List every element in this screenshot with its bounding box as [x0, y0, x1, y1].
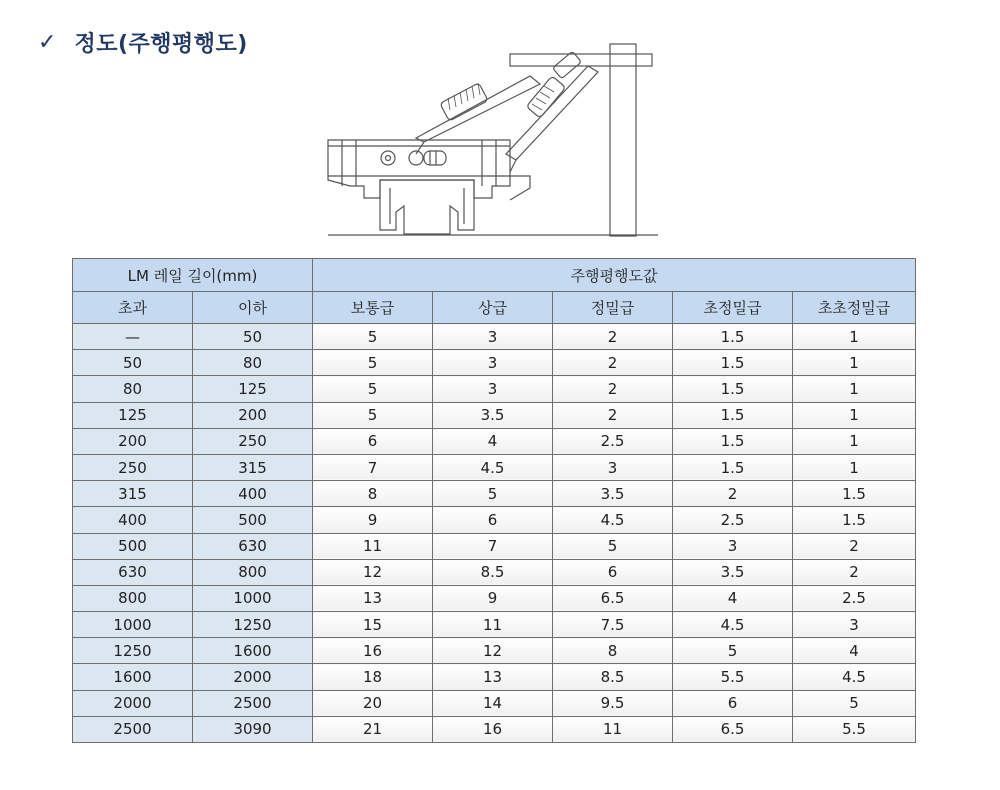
parallelism-value-cell: 4 — [433, 428, 553, 454]
parallelism-value-cell: 2.5 — [673, 507, 793, 533]
parallelism-value-cell: 8 — [553, 638, 673, 664]
parallelism-value-cell: 5 — [433, 481, 553, 507]
parallelism-value-cell: 5 — [313, 324, 433, 350]
rail-length-cell: 3090 — [193, 716, 313, 742]
table-row — [73, 454, 916, 480]
parallelism-value-cell: 12 — [313, 559, 433, 585]
parallelism-value-cell: 2 — [793, 533, 916, 559]
parallelism-value-cell: 5 — [673, 638, 793, 664]
parallelism-value-cell: 1.5 — [793, 481, 916, 507]
rail-length-cell: 1600 — [73, 664, 193, 690]
parallelism-value-cell: 12 — [433, 638, 553, 664]
parallelism-value-cell: 6 — [673, 690, 793, 716]
parallelism-value-cell: 4.5 — [793, 664, 916, 690]
parallelism-value-cell: 13 — [313, 585, 433, 611]
rail-length-cell: 125 — [73, 402, 193, 428]
rail-length-cell: 250 — [73, 454, 193, 480]
parallelism-value-cell: 9 — [313, 507, 433, 533]
rail-length-cell: 2000 — [193, 664, 313, 690]
parallelism-value-header: 주행평행도값 — [313, 259, 916, 292]
parallelism-value-cell: 5 — [793, 690, 916, 716]
rail-length-cell: 400 — [73, 507, 193, 533]
rail-length-cell: 80 — [193, 350, 313, 376]
parallelism-value-cell: 13 — [433, 664, 553, 690]
parallelism-value-cell: 5 — [313, 402, 433, 428]
table-row — [73, 402, 916, 428]
running-parallelism-table — [72, 258, 916, 743]
parallelism-value-cell: 4 — [793, 638, 916, 664]
parallelism-value-cell: 5 — [313, 350, 433, 376]
rail-length-cell: 800 — [73, 585, 193, 611]
parallelism-value-cell: 4 — [673, 585, 793, 611]
parallelism-value-cell: 1 — [793, 324, 916, 350]
parallelism-value-cell: 5.5 — [793, 716, 916, 742]
section-heading — [38, 26, 248, 58]
rail-length-cell: 1250 — [73, 638, 193, 664]
parallelism-value-cell: 1.5 — [673, 324, 793, 350]
table-row — [73, 638, 916, 664]
parallelism-value-cell: 2.5 — [793, 585, 916, 611]
parallelism-value-cell: 3 — [793, 612, 916, 638]
table-row — [73, 376, 916, 402]
rail-length-cell: 630 — [193, 533, 313, 559]
parallelism-value-cell: 4.5 — [433, 454, 553, 480]
parallelism-value-cell: 3.5 — [673, 559, 793, 585]
parallelism-value-cell: 9 — [433, 585, 553, 611]
parallelism-value-cell: 2 — [553, 376, 673, 402]
parallelism-value-cell: 15 — [313, 612, 433, 638]
parallelism-value-cell: 1.5 — [673, 376, 793, 402]
parallelism-value-cell: 11 — [553, 716, 673, 742]
parallelism-value-cell: 4.5 — [553, 507, 673, 533]
parallelism-value-cell: 21 — [313, 716, 433, 742]
parallelism-value-cell: 8.5 — [433, 559, 553, 585]
parallelism-value-cell: 6 — [553, 559, 673, 585]
parallelism-value-cell: 2 — [793, 559, 916, 585]
rail-length-cell: 500 — [73, 533, 193, 559]
page-title: 정도(주행평행도) — [74, 31, 248, 57]
parallelism-value-cell: 1 — [793, 402, 916, 428]
dial-gauge-measurement-diagram-icon — [320, 38, 660, 243]
parallelism-value-cell: 3 — [433, 350, 553, 376]
rail-length-cell: 50 — [73, 350, 193, 376]
parallelism-value-cell: 2 — [553, 350, 673, 376]
parallelism-value-cell: 20 — [313, 690, 433, 716]
table-sub-header-row — [73, 292, 916, 324]
rail-length-cell: 800 — [193, 559, 313, 585]
table-row — [73, 585, 916, 611]
parallelism-value-cell: 1.5 — [673, 428, 793, 454]
rail-length-cell: 1250 — [193, 612, 313, 638]
table-row — [73, 690, 916, 716]
parallelism-value-cell: 1 — [793, 454, 916, 480]
parallelism-value-cell: 3.5 — [553, 481, 673, 507]
rail-length-cell: 250 — [193, 428, 313, 454]
column-header: 이하 — [193, 292, 313, 324]
parallelism-value-cell: 3 — [433, 324, 553, 350]
rail-length-cell: 315 — [193, 454, 313, 480]
parallelism-value-cell: 6 — [313, 428, 433, 454]
parallelism-value-cell: 7 — [313, 454, 433, 480]
parallelism-value-cell: 6.5 — [553, 585, 673, 611]
parallelism-value-cell: 8 — [313, 481, 433, 507]
parallelism-value-cell: 1.5 — [673, 402, 793, 428]
rail-length-cell: 400 — [193, 481, 313, 507]
table-row — [73, 481, 916, 507]
table-row — [73, 428, 916, 454]
parallelism-value-cell: 3 — [673, 533, 793, 559]
rail-length-cell: 1600 — [193, 638, 313, 664]
parallelism-value-cell: 1.5 — [793, 507, 916, 533]
parallelism-value-cell: 18 — [313, 664, 433, 690]
rail-length-cell: 2500 — [193, 690, 313, 716]
rail-length-cell: 125 — [193, 376, 313, 402]
column-header: 정밀급 — [553, 292, 673, 324]
parallelism-value-cell: 3 — [553, 454, 673, 480]
parallelism-value-cell: 5 — [313, 376, 433, 402]
column-header: 초초정밀급 — [793, 292, 916, 324]
rail-length-cell: 50 — [193, 324, 313, 350]
table-row — [73, 612, 916, 638]
table-row — [73, 716, 916, 742]
parallelism-value-cell: 9.5 — [553, 690, 673, 716]
rail-length-cell: 80 — [73, 376, 193, 402]
parallelism-value-cell: 6.5 — [673, 716, 793, 742]
rail-length-cell: — — [73, 324, 193, 350]
parallelism-value-cell: 3.5 — [433, 402, 553, 428]
table-row — [73, 350, 916, 376]
rail-length-cell: 200 — [73, 428, 193, 454]
parallelism-value-cell: 5 — [553, 533, 673, 559]
parallelism-value-cell: 5.5 — [673, 664, 793, 690]
table-row — [73, 664, 916, 690]
rail-length-cell: 500 — [193, 507, 313, 533]
parallelism-value-cell: 1 — [793, 350, 916, 376]
parallelism-value-cell: 1 — [793, 376, 916, 402]
column-header: 상급 — [433, 292, 553, 324]
parallelism-value-cell: 1 — [793, 428, 916, 454]
parallelism-value-cell: 1.5 — [673, 454, 793, 480]
rail-length-cell: 1000 — [193, 585, 313, 611]
column-header: 보통급 — [313, 292, 433, 324]
rail-length-cell: 630 — [73, 559, 193, 585]
table-row — [73, 507, 916, 533]
rail-length-cell: 2000 — [73, 690, 193, 716]
column-header: 초정밀급 — [673, 292, 793, 324]
table-group-header-row — [73, 259, 916, 292]
parallelism-value-cell: 8.5 — [553, 664, 673, 690]
rail-length-cell: 1000 — [73, 612, 193, 638]
parallelism-value-cell: 4.5 — [673, 612, 793, 638]
parallelism-value-cell: 7 — [433, 533, 553, 559]
parallelism-value-cell: 3 — [433, 376, 553, 402]
rail-length-cell: 200 — [193, 402, 313, 428]
parallelism-value-cell: 11 — [313, 533, 433, 559]
checkmark-icon: ✓ — [38, 29, 57, 55]
rail-length-cell: 315 — [73, 481, 193, 507]
parallelism-value-cell: 2 — [673, 481, 793, 507]
table-row — [73, 533, 916, 559]
rail-length-cell: 2500 — [73, 716, 193, 742]
parallelism-value-cell: 6 — [433, 507, 553, 533]
table-row — [73, 324, 916, 350]
parallelism-value-cell: 14 — [433, 690, 553, 716]
parallelism-value-cell: 2.5 — [553, 428, 673, 454]
parallelism-value-cell: 2 — [553, 402, 673, 428]
parallelism-value-cell: 2 — [553, 324, 673, 350]
parallelism-value-cell: 7.5 — [553, 612, 673, 638]
table-row — [73, 559, 916, 585]
parallelism-value-cell: 11 — [433, 612, 553, 638]
parallelism-value-cell: 16 — [433, 716, 553, 742]
column-header: 초과 — [73, 292, 193, 324]
parallelism-value-cell: 16 — [313, 638, 433, 664]
parallelism-value-cell: 1.5 — [673, 350, 793, 376]
rail-length-header: LM 레일 길이(mm) — [73, 259, 313, 292]
